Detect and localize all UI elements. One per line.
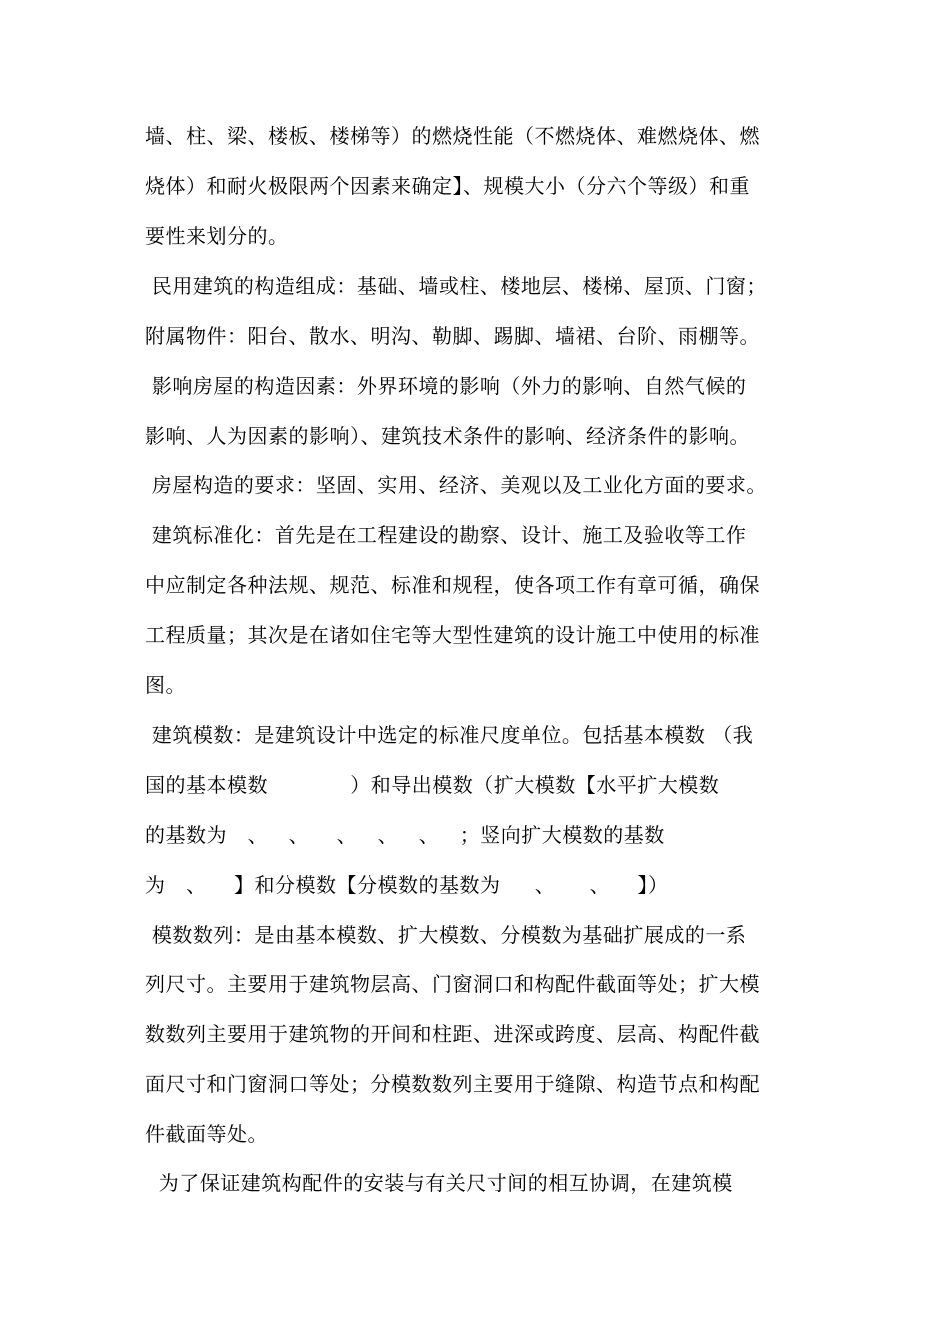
text-line: 烧体）和耐火极限两个因素来确定】、规模大小（分六个等级）和重 xyxy=(145,174,750,198)
text-line: 民用建筑的构造组成：基础、墙或柱、楼地层、楼梯、屋顶、门窗； xyxy=(145,274,767,298)
text-line: 为了保证建筑构配件的安装与有关尺寸间的相互协调，在建筑模 xyxy=(145,1171,733,1195)
text-line: 影响、人为因素的影响）、建筑技术条件的影响、经济条件的影响。 xyxy=(145,424,750,448)
text-line: 件截面等处。 xyxy=(145,1122,268,1146)
text-line: 的基数为 、 、 、 、 、 ；竖向扩大模数的基数 xyxy=(145,823,665,847)
text-line: 建筑标准化：首先是在工程建设的勘察、设计、施工及验收等工作 xyxy=(145,523,747,547)
text-line: 工程质量；其次是在诸如住宅等大型性建筑的设计施工中使用的标准 xyxy=(145,623,760,647)
text-line: 中应制定各种法规、规范、标准和规程，使各项工作有章可循，确保 xyxy=(145,573,760,597)
text-line: 墙、柱、梁、楼板、楼梯等）的燃烧性能（不燃烧体、难燃烧体、燃 xyxy=(145,124,760,148)
text-line: 模数数列：是由基本模数、扩大模数、分模数为基础扩展成的一系 xyxy=(145,923,747,947)
text-line: 列尺寸。主要用于建筑物层高、门窗洞口和构配件截面等处；扩大模 xyxy=(145,972,760,996)
text-line: 影响房屋的构造因素：外界环境的影响（外力的影响、自然气候的 xyxy=(145,374,747,398)
text-line: 房屋构造的要求：坚固、实用、经济、美观以及工业化方面的要求。 xyxy=(145,473,767,497)
text-line: 图。 xyxy=(145,673,186,697)
text-line: 数数列主要用于建筑物的开间和柱距、进深或跨度、层高、构配件截 xyxy=(145,1022,760,1046)
text-line: 国的基本模数 ）和导出模数（扩大模数【水平扩大模数 xyxy=(145,773,720,797)
text-line: 面尺寸和门窗洞口等处；分模数数列主要用于缝隙、构造节点和构配 xyxy=(145,1072,760,1096)
text-line: 要性来划分的。 xyxy=(145,224,289,248)
text-line: 附属物件：阳台、散水、明沟、勒脚、踢脚、墙裙、台阶、雨棚等。 xyxy=(145,324,760,348)
text-line: 建筑模数：是建筑设计中选定的标准尺度单位。包括基本模数 （我 xyxy=(145,723,754,747)
text-line: 为 、 】和分模数【分模数的基数为 、 、 】） xyxy=(145,873,669,897)
